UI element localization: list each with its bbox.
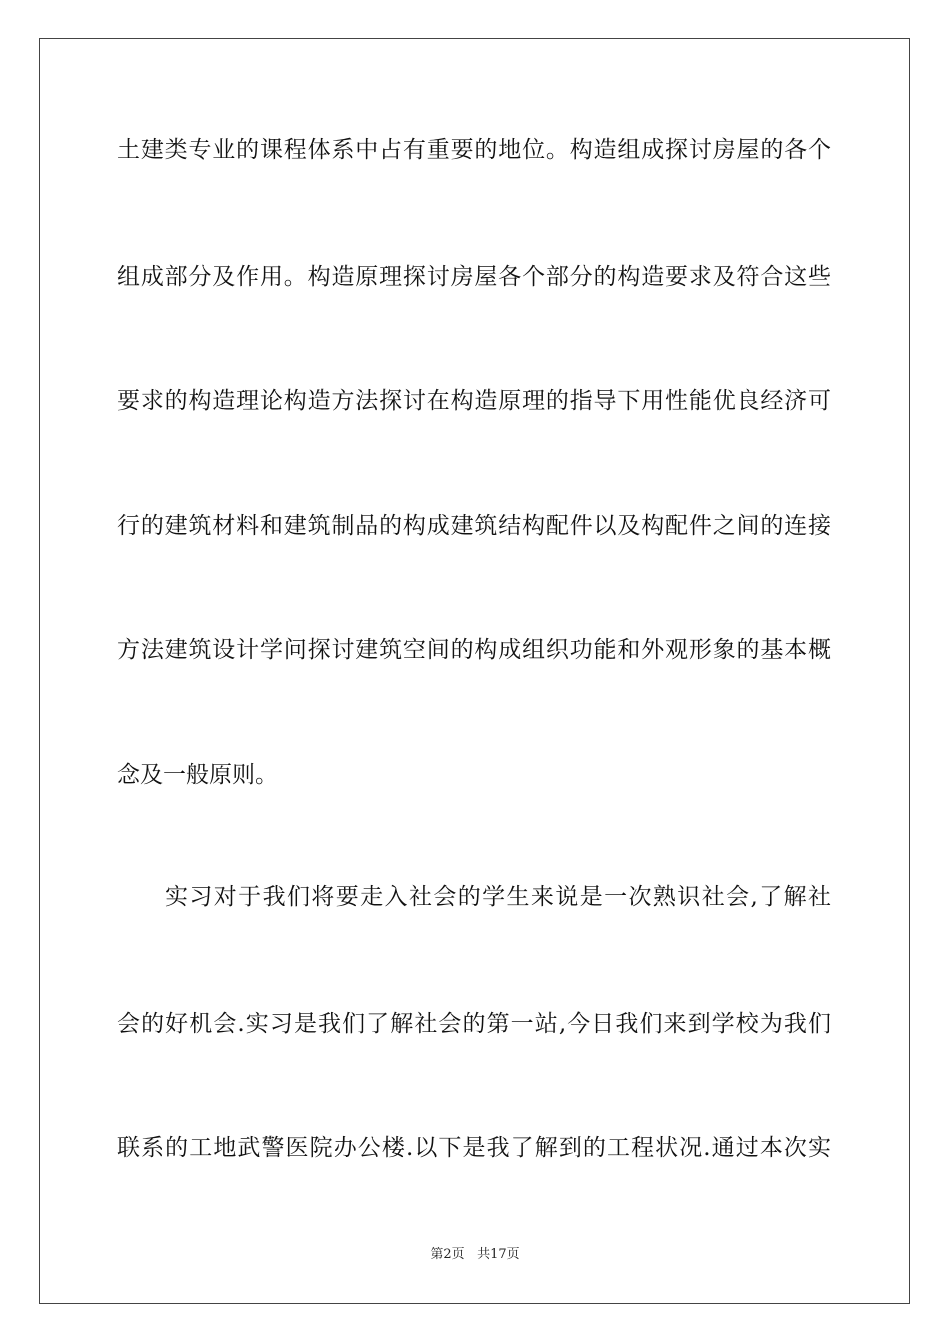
page-footer xyxy=(0,1247,950,1263)
paragraph-line-9: 联系的工地武警医院办公楼.以下是我了解到的工程状况.通过本次实 xyxy=(117,1135,831,1161)
paragraph-line-2: 组成部分及作用。构造原理探讨房屋各个部分的构造要求及符合这些 xyxy=(117,264,831,290)
page-number: 第2页 xyxy=(430,1247,465,1262)
total-pages: 共17页 xyxy=(477,1247,520,1262)
paragraph-line-8: 会的好机会.实习是我们了解社会的第一站,今日我们来到学校为我们 xyxy=(117,1011,831,1037)
paragraph-line-3: 要求的构造理论构造方法探讨在构造原理的指导下用性能优良经济可 xyxy=(117,388,831,414)
paragraph-line-6: 念及一般原则。 xyxy=(117,762,278,788)
paragraph-line-7: 实习对于我们将要走入社会的学生来说是一次熟识社会,了解社 xyxy=(165,884,831,910)
paragraph-line-1: 土建类专业的课程体系中占有重要的地位。构造组成探讨房屋的各个 xyxy=(117,137,831,163)
paragraph-line-4: 行的建筑材料和建筑制品的构成建筑结构配件以及构配件之间的连接 xyxy=(117,513,831,539)
paragraph-line-5: 方法建筑设计学问探讨建筑空间的构成组织功能和外观形象的基本概 xyxy=(117,637,831,663)
page-border xyxy=(39,38,910,1304)
